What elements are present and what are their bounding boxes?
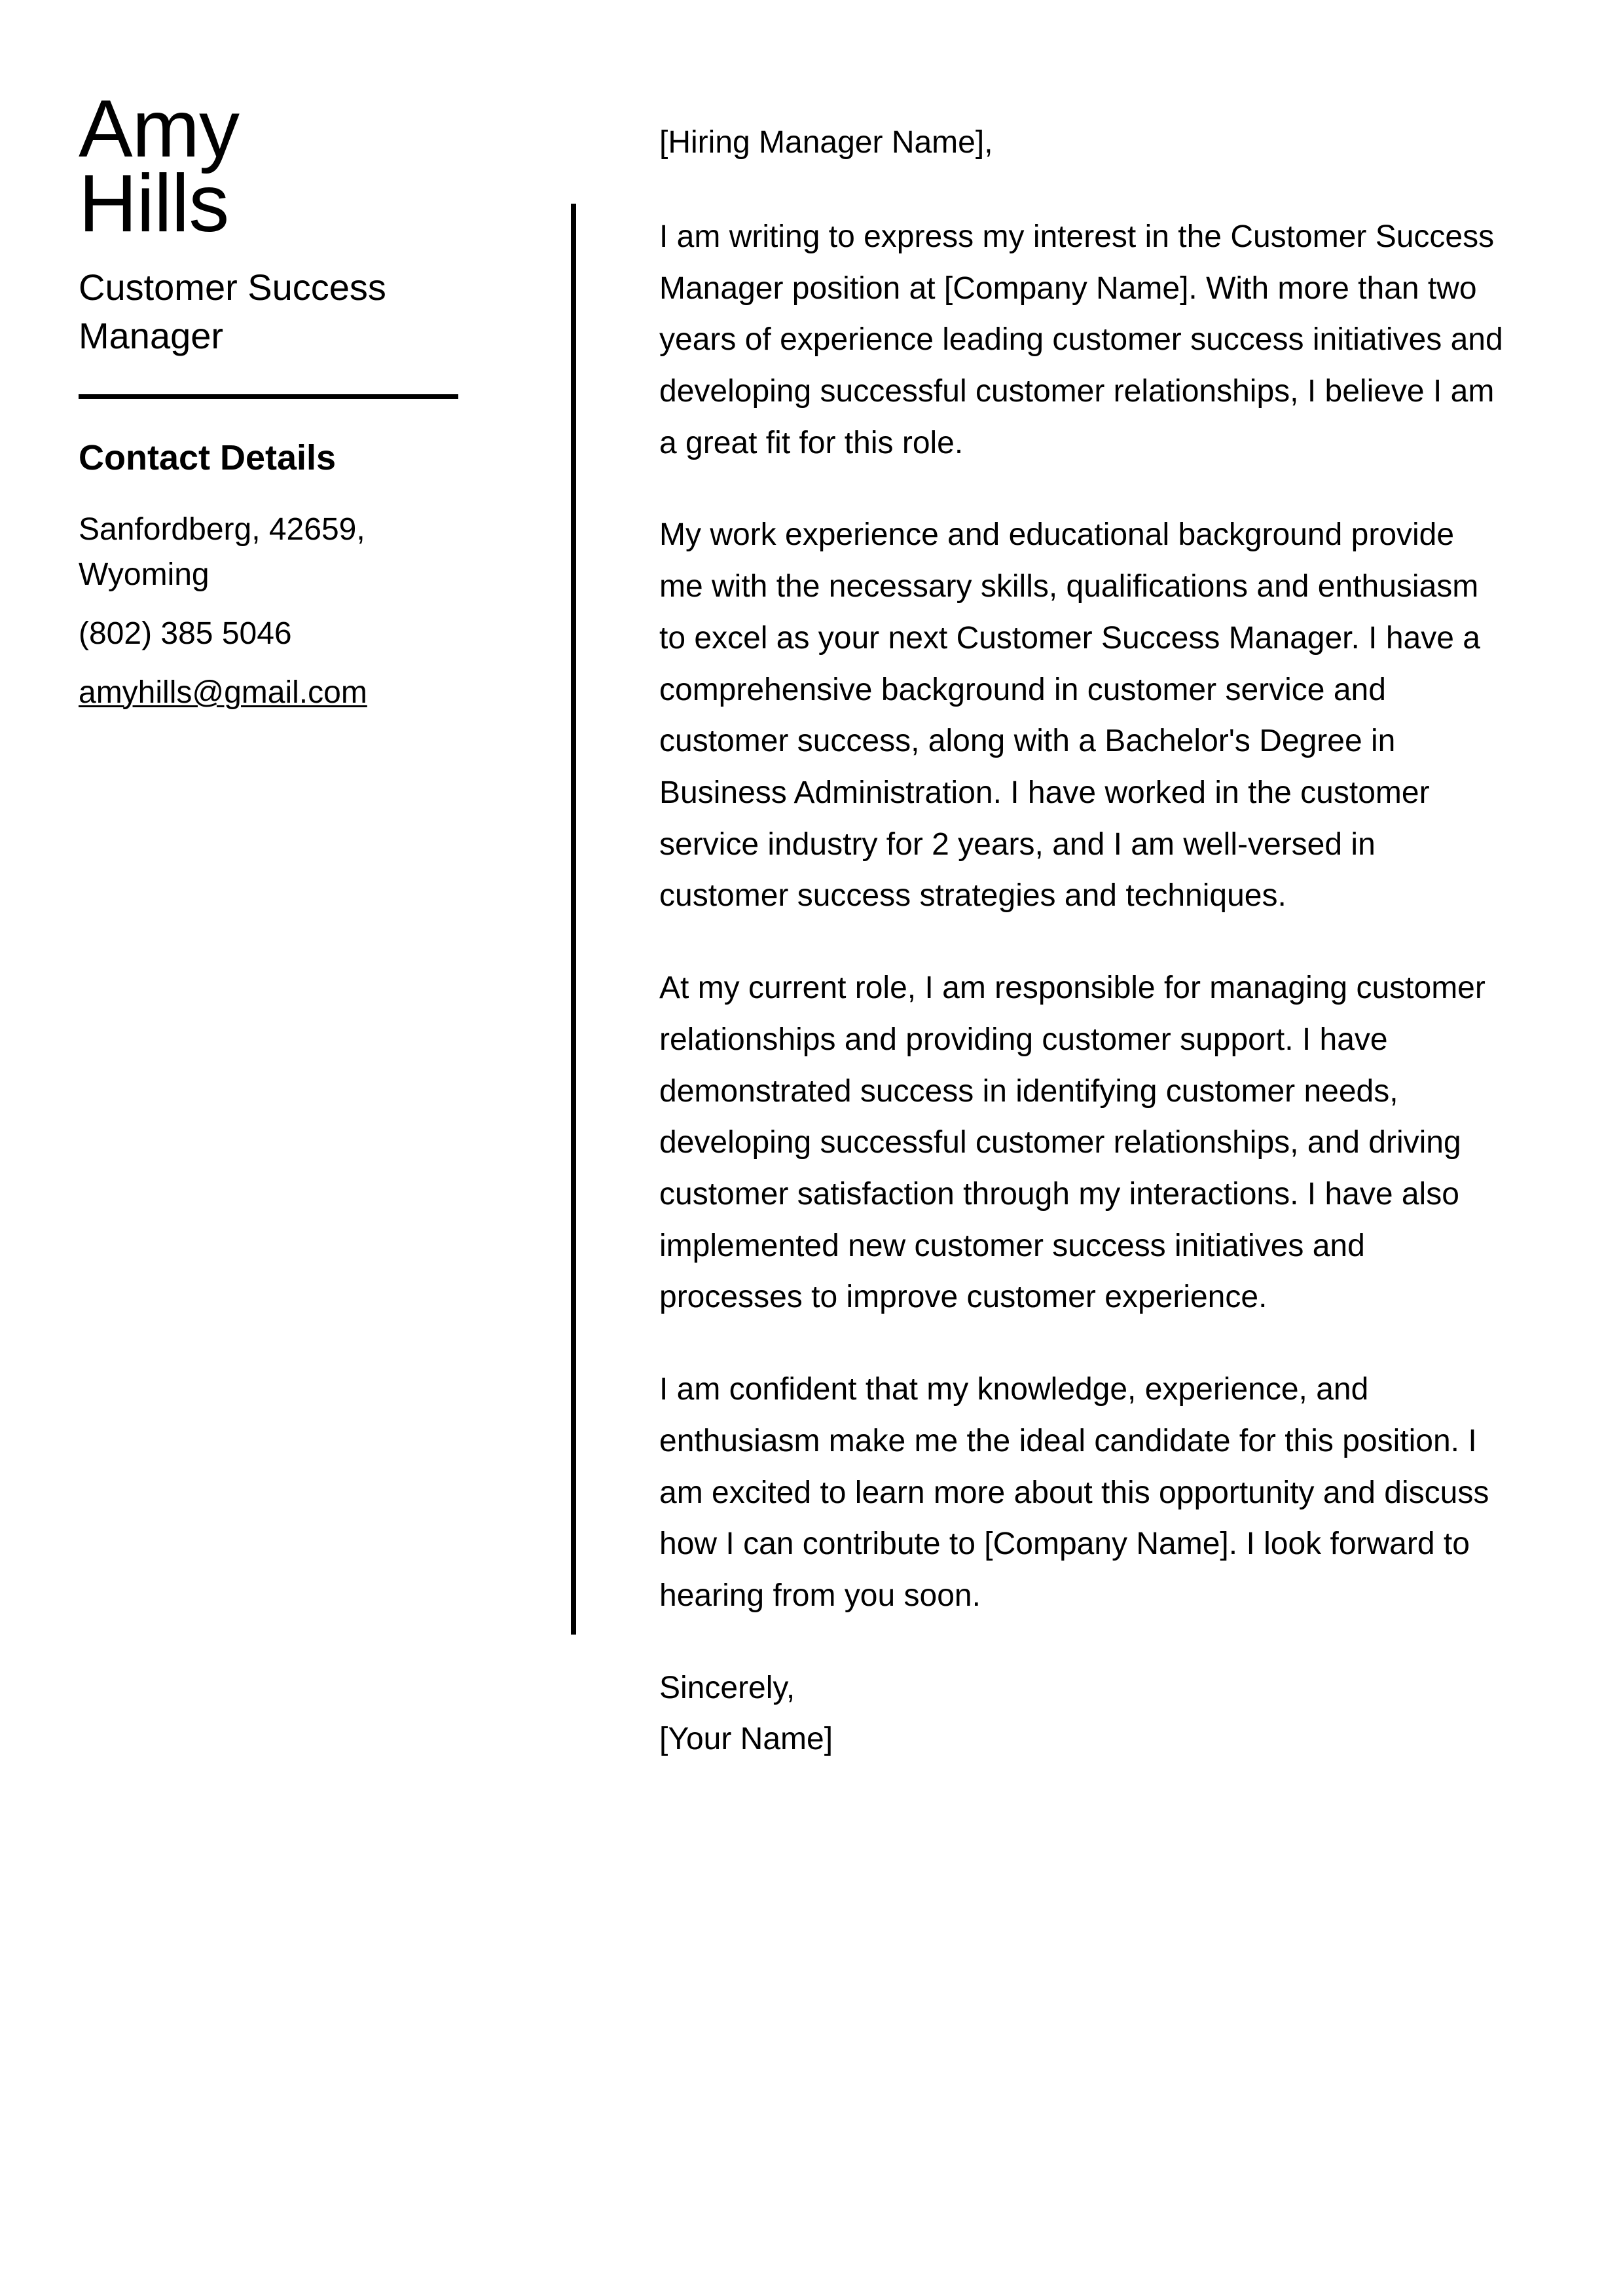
candidate-job-title: Customer Success Manager (79, 267, 386, 357)
letter-closing: Sincerely, (659, 1670, 795, 1705)
candidate-name (79, 84, 471, 250)
letter-paragraph: My work experience and educational background provide me with the necessary skills, qualifications and enthusiasm to excel as your next Customer Success Manager. I have a comprehensive background in customer service and customer success, along with a Bachelor's Degree in Business Administration. I have worked in the customer service industry for 2 years, and I am well-versed in customer success strategies and techniques. (659, 517, 1480, 914)
contact-address: Sanfordberg, 42659, Wyoming (79, 511, 365, 593)
candidate-last-name: Hills (79, 158, 229, 250)
letter-body (659, 118, 1504, 1766)
contact-phone: (802) 385 5046 (79, 616, 292, 651)
sidebar-divider-rule (79, 394, 458, 399)
letter-paragraph: I am writing to express my interest in the Customer Success Manager position at [Company Name]. With more than two years of experience leading customer success initiatives and developing successful customer relationships, I believe I am a great fit for this role. (659, 219, 1503, 460)
candidate-first-name: Amy (79, 84, 239, 174)
column-divider (571, 204, 576, 1635)
contact-details-heading: Contact Details (79, 437, 337, 477)
contact-email-item (79, 670, 432, 716)
contact-email-link[interactable]: amyhills@gmail.com (79, 675, 367, 710)
letter-paragraph: I am confident that my knowledge, experience, and enthusiasm make me the ideal candidate for this position. I am excited to learn more about this opportunity and discuss how I can contribute to [Company Name]. I look forward to hearing from you soon. (659, 1372, 1489, 1614)
letter-signature: [Your Name] (659, 1722, 833, 1757)
sidebar (79, 84, 471, 715)
letter-paragraph: At my current role, I am responsible for managing customer relationships and providing customer support. I have demonstrated success in identifying customer needs, developing successful customer relationships, and driving customer satisfaction through my interactions. I have also implemented new customer success initiatives and processes to improve customer experience. (659, 971, 1486, 1315)
contact-details-list (79, 507, 471, 715)
letter-salutation: [Hiring Manager Name], (659, 125, 993, 160)
